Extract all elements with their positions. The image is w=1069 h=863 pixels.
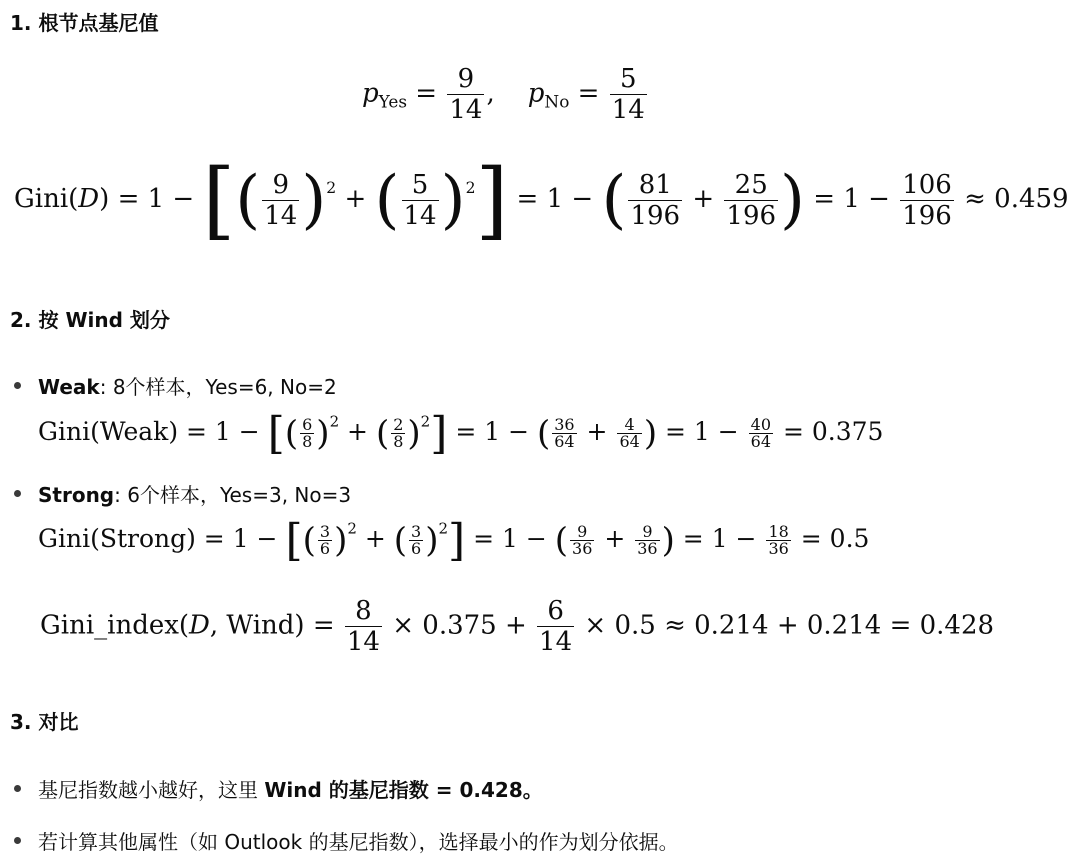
fraction-40-64: $\frac{40}{64}$ bbox=[750, 415, 772, 451]
fraction-9-36-a: $\frac{9}{36}$ bbox=[572, 522, 593, 558]
weak-description bbox=[38, 371, 337, 400]
p-no-subscript: No bbox=[544, 91, 570, 112]
equation-gini-strong: Gini(Strong) = 1 − [( $\frac{3}{6}$ )$^2$ + ( $\frac{3}{6}$ )$^2$] = 1 − ( $\frac{9}{36}$ + $\frac{9}{36}$ ) = 1 − $\frac{18}{36}$ = 0.5 bbox=[38, 515, 870, 566]
fraction-6-14: $\frac{6}{14}$ bbox=[539, 596, 573, 657]
fraction-9-14: $\frac{9}{14}$ bbox=[264, 169, 298, 231]
weak-desc: : 8个样本，Yes=6, No=2 bbox=[99, 375, 337, 399]
equation-probabilities: $p_{Yes}$ = $\frac{9}{14}$ , $p_{No}$ = $\frac{5}{14}$ bbox=[362, 64, 645, 125]
strong-label: Strong bbox=[38, 483, 115, 507]
equation-gini-weak: Gini(Weak) = 1 − [( $\frac{6}{8}$ )$^2$ + ( $\frac{2}{8}$ )$^2$] = 1 − ( $\frac{36}{64}$ + $\frac{4}{64}$ ) = 1 − $\frac{40}{64}$ = 0.375 bbox=[38, 408, 884, 459]
section-title-root-gini: 1. 根节点基尼值 bbox=[10, 11, 159, 35]
fraction-p-yes: $\frac{9}{14}$ bbox=[449, 64, 483, 125]
weak-label: Weak bbox=[38, 375, 100, 399]
fraction-106-196: $\frac{106}{196}$ bbox=[902, 169, 952, 231]
fraction-3-6-a: $\frac{3}{6}$ bbox=[319, 522, 331, 558]
compare-bullet-1-bold: Wind 的基尼指数 = 0.428。 bbox=[264, 778, 543, 802]
p-no-symbol: p bbox=[527, 78, 545, 109]
bullet-dot bbox=[14, 785, 21, 792]
fraction-3-6-b: $\frac{3}{6}$ bbox=[411, 522, 422, 558]
section-title-compare: 3. 对比 bbox=[10, 710, 79, 734]
fraction-p-no: $\frac{5}{14}$ bbox=[611, 64, 645, 125]
bullet-dot bbox=[14, 490, 21, 497]
bullet-dot bbox=[14, 382, 21, 389]
equation-root-gini: Gini(D) = 1 − [( $\frac{9}{14}$ )$^2$ + ( $\frac{5}{14}$ )$^2$] = 1 − ( $\frac{81}{196}$ + $\frac{25}{196}$ ) = 1 − $\frac{106}{196}$ ≈ 0.459 bbox=[14, 151, 1069, 249]
fraction-36-64: $\frac{36}{64}$ bbox=[554, 415, 575, 451]
fraction-5-14: $\frac{5}{14}$ bbox=[403, 169, 437, 231]
fraction-25-196: $\frac{25}{196}$ bbox=[726, 169, 777, 231]
section-title-wind-split: 2. 按 Wind 划分 bbox=[10, 308, 170, 332]
p-yes-subscript: Yes bbox=[378, 91, 408, 112]
compare-bullet-1 bbox=[38, 774, 543, 803]
fraction-18-36: $\frac{18}{36}$ bbox=[768, 522, 789, 558]
fraction-4-64: $\frac{4}{64}$ bbox=[619, 415, 640, 451]
fraction-8-14: $\frac{8}{14}$ bbox=[346, 596, 380, 657]
p-yes-symbol: p bbox=[362, 78, 379, 109]
fraction-6-8: $\frac{6}{8}$ bbox=[302, 415, 313, 451]
equation-gini-index-wind: Gini_index(D, Wind) = $\frac{8}{14}$ × 0.375 + $\frac{6}{14}$ × 0.5 ≈ 0.214 + 0.214 = 0.428 bbox=[40, 596, 995, 657]
compare-bullet-2: 若计算其他属性（如 Outlook 的基尼指数），选择最小的作为划分依据。 bbox=[38, 830, 679, 854]
fraction-2-8: $\frac{2}{8}$ bbox=[393, 415, 404, 451]
fraction-81-196: $\frac{81}{196}$ bbox=[630, 169, 681, 231]
strong-description bbox=[38, 479, 351, 508]
strong-desc: : 6个样本，Yes=3, No=3 bbox=[114, 483, 352, 507]
bullet-dot bbox=[14, 837, 21, 844]
fraction-9-36-b: $\frac{9}{36}$ bbox=[637, 522, 658, 558]
compare-bullet-1-text: 基尼指数越小越好，这里 bbox=[38, 778, 265, 802]
